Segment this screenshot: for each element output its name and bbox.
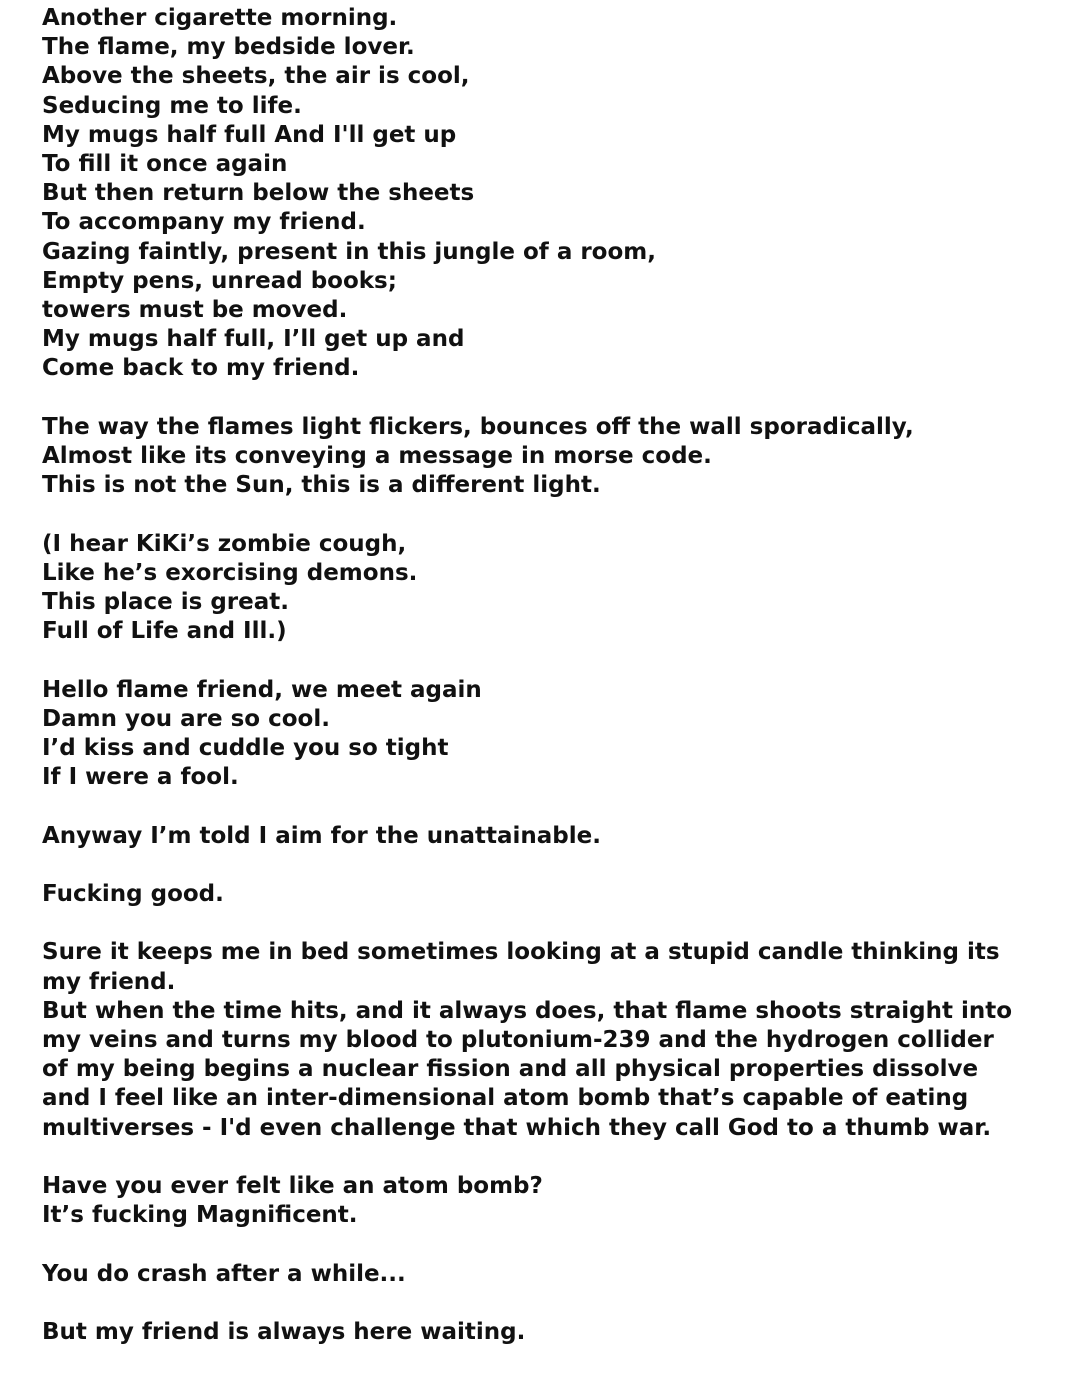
poem-line: multiverses - I'd even challenge that which they call God to a thumb war.	[42, 1114, 992, 1141]
poem-line: To accompany my friend.	[42, 209, 366, 236]
poem-line: Seducing me to life.	[42, 92, 302, 119]
poem-line: Fucking good.	[42, 881, 224, 908]
poem-line: But my friend is always here waiting.	[42, 1319, 526, 1345]
poem-line: The way the flames light flickers, bounces off the wall sporadically,	[42, 413, 914, 440]
poem-line: Like he’s exorcising demons.	[42, 559, 418, 586]
poem-line: of my being begins a nuclear fission and all physical properties dissolve	[42, 1056, 979, 1083]
poem-line: Damn you are so cool.	[42, 705, 330, 732]
poem-line: If I were a fool.	[42, 764, 239, 791]
stanza-7	[42, 938, 1042, 1142]
poem-line: My mugs half full And I'll get up	[42, 121, 457, 148]
poem-line: You do crash after a while...	[42, 1260, 406, 1287]
poem-line: Above the sheets, the air is cool,	[42, 63, 470, 90]
poem-line: My mugs half full, I’ll get up and	[42, 326, 465, 353]
poem-line: and I feel like an inter-dimensional atom bomb that’s capable of eating	[42, 1085, 969, 1112]
stanza-6	[42, 880, 1042, 909]
stanza-8	[42, 1172, 1042, 1230]
stanza-9	[42, 1260, 1042, 1289]
poem-line: Come back to my friend.	[42, 355, 360, 382]
poem-line: Have you ever felt like an atom bomb?	[42, 1173, 543, 1200]
poem-line: Anyway I’m told I aim for the unattainable.	[42, 822, 601, 849]
poem-line: my veins and turns my blood to plutonium-239 and the hydrogen collider	[42, 1027, 994, 1054]
poem-line: Full of Life and Ill.)	[42, 618, 287, 645]
stanza-1	[42, 4, 1042, 384]
stanza-5	[42, 822, 1042, 851]
poem-line: This place is great.	[42, 589, 289, 616]
poem-line: It’s fucking Magnificent.	[42, 1202, 358, 1229]
poem-line: Another cigarette morning.	[42, 5, 398, 31]
poem-line: Hello flame friend, we meet again	[42, 676, 482, 703]
poem-line: Gazing faintly, present in this jungle of a room,	[42, 238, 656, 265]
poem-line: Almost like its conveying a message in morse code.	[42, 443, 712, 470]
stanza-3	[42, 530, 1042, 647]
stanza-4	[42, 676, 1042, 793]
poem-line: (I hear KiKi’s zombie cough,	[42, 530, 407, 557]
poem-line: To fill it once again	[42, 151, 288, 178]
stanza-2	[42, 413, 1042, 501]
poem-line: But when the time hits, and it always does, that flame shoots straight into	[42, 997, 1013, 1024]
poem-line: Empty pens, unread books;	[42, 267, 397, 294]
poem-document	[42, 4, 1042, 1376]
poem-line: towers must be moved.	[42, 297, 348, 324]
poem-line: I’d kiss and cuddle you so tight	[42, 735, 449, 762]
stanza-10	[42, 1318, 1042, 1347]
poem-line: my friend.	[42, 968, 176, 995]
poem-line: But then return below the sheets	[42, 180, 475, 207]
poem-line: The flame, my bedside lover.	[42, 34, 415, 61]
poem-line: This is not the Sun, this is a different light.	[42, 472, 601, 499]
poem-line: Sure it keeps me in bed sometimes looking at a stupid candle thinking its	[42, 939, 1000, 966]
